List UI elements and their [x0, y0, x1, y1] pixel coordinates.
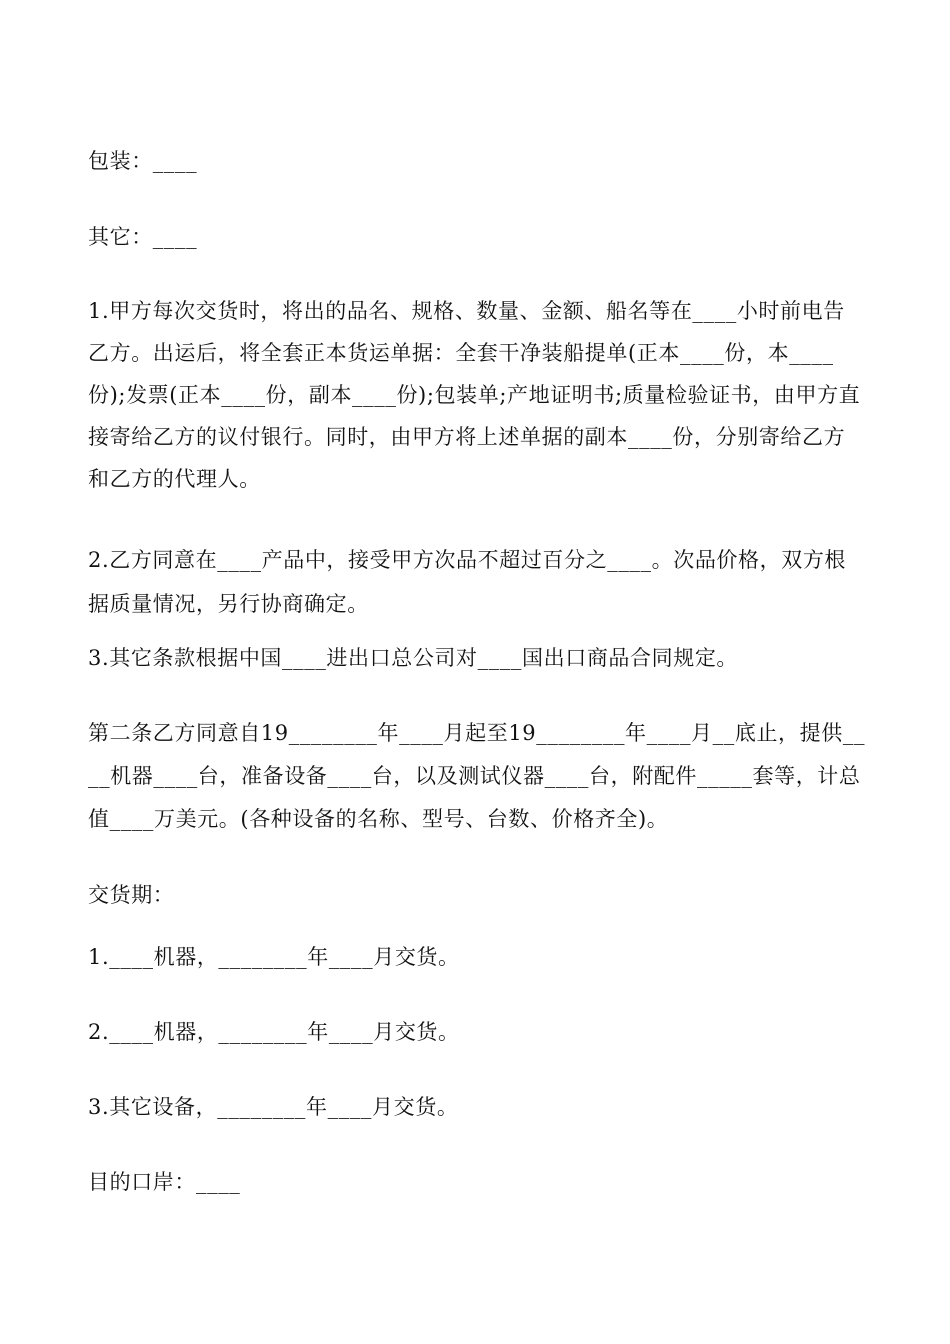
article-two: 第二条乙方同意自19________年____月起至19________年____月__底止，提供____机器____台，准备设备____台，以及测试仪器____台，附配件_____套等，计总值____万美元。(各种设备的名称、型号、台数、价格齐全)。	[88, 721, 866, 831]
delivery-item-1: 1.____机器，________年____月交货。	[88, 945, 460, 969]
delivery-item-2: 2.____机器，________年____月交货。	[88, 1020, 460, 1044]
other-line: 其它：____	[88, 225, 198, 249]
destination-port-line: 目的口岸：____	[88, 1170, 241, 1194]
delivery-period-heading: 交货期：	[88, 883, 175, 907]
clause-defective-products: 2.乙方同意在____产品中，接受甲方次品不超过百分之____。次品价格，双方根据质量情况，另行协商确定。	[88, 548, 847, 616]
clause-delivery-documents: 1.甲方每次交货时，将出的品名、规格、数量、金额、船名等在____小时前电告乙方。出运后，将全套正本货运单据：全套干净装船提单(正本____份，本____份);发票(正本____份，副本____份);包装单;产地证明书;质量检验证书，由甲方直接寄给乙方的议付银行。同时，由甲方将上述单据的副本____份，分别寄给乙方和乙方的代理人。	[88, 299, 861, 491]
clause-other-terms: 3.其它条款根据中国____进出口总公司对____国出口商品合同规定。	[88, 646, 739, 670]
packaging-line: 包装：____	[88, 149, 198, 173]
delivery-item-3: 3.其它设备，________年____月交货。	[88, 1095, 459, 1119]
